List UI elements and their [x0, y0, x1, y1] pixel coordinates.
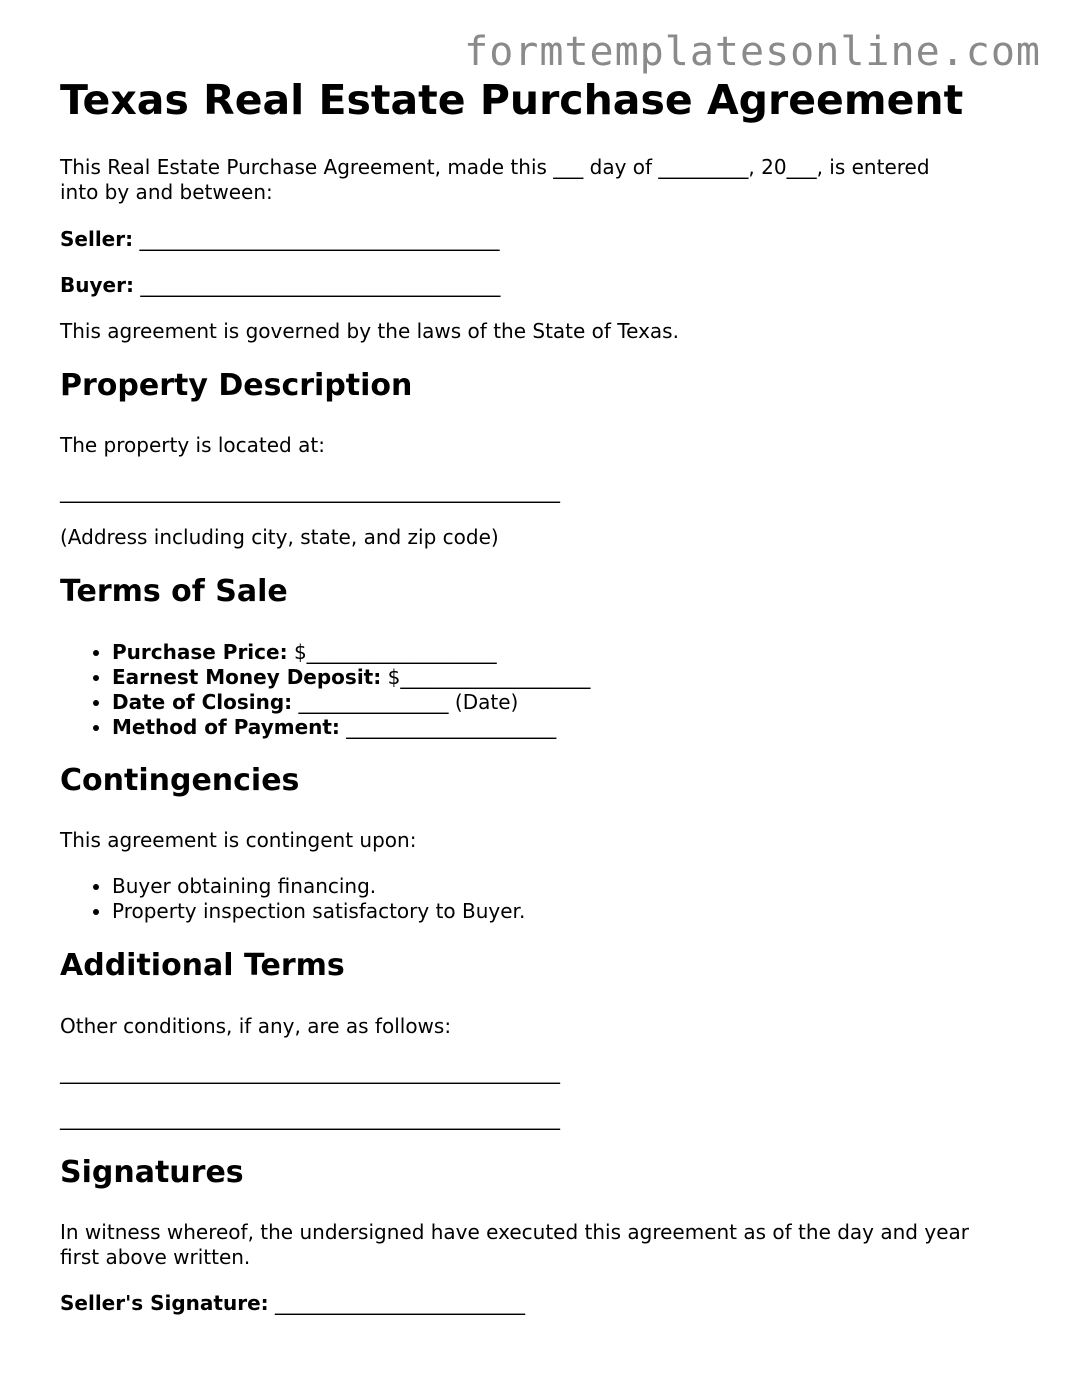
- buyer-label: Buyer:: [60, 273, 134, 297]
- term-closing-date: [112, 690, 590, 715]
- seller-signature-label: Seller's Signature:: [60, 1291, 269, 1315]
- term-purchase-price: [112, 640, 590, 665]
- governing-law-text: This agreement is governed by the laws of the State of Texas.: [60, 319, 679, 343]
- contingencies-heading: Contingencies: [60, 763, 300, 798]
- seller-blank[interactable]: ____________________________________: [139, 227, 500, 251]
- seller-signature-field: [60, 1291, 525, 1316]
- contingencies-intro: This agreement is contingent upon:: [60, 828, 417, 852]
- signatures-line-1: In witness whereof, the undersigned have executed this agreement as of the day and year: [60, 1220, 969, 1244]
- term-label: Method of Payment:: [112, 715, 340, 739]
- signatures-line-2: first above written.: [60, 1245, 251, 1269]
- term-value-blank[interactable]: $___________________: [293, 640, 497, 664]
- buyer-field: [60, 273, 500, 298]
- terms-heading: Terms of Sale: [60, 574, 288, 609]
- term-label: Purchase Price:: [112, 640, 288, 664]
- buyer-blank[interactable]: ____________________________________: [140, 273, 501, 297]
- additional-terms-heading: Additional Terms: [60, 948, 345, 983]
- seller-field: [60, 227, 499, 252]
- intro-paragraph: [60, 155, 930, 205]
- seller-label: Seller:: [60, 227, 134, 251]
- property-located-text: The property is located at:: [60, 433, 325, 457]
- additional-terms-intro: Other conditions, if any, are as follows:: [60, 1014, 452, 1038]
- term-label: Date of Closing:: [112, 690, 293, 714]
- term-earnest-money: [112, 665, 590, 690]
- term-payment-method: [112, 715, 590, 740]
- additional-terms-blank-1[interactable]: __________________________________________________: [60, 1060, 560, 1084]
- term-value-blank[interactable]: _______________ (Date): [298, 690, 519, 714]
- term-label: Earnest Money Deposit:: [112, 665, 382, 689]
- term-value-blank[interactable]: $___________________: [387, 665, 591, 689]
- intro-line-1: This Real Estate Purchase Agreement, made this ___ day of _________, 20___, is entered: [60, 155, 930, 179]
- property-address-note: (Address including city, state, and zip code): [60, 525, 499, 549]
- contingencies-list: [60, 874, 525, 924]
- document-title: Texas Real Estate Purchase Agreement: [60, 76, 964, 124]
- seller-signature-blank[interactable]: _________________________: [275, 1291, 525, 1315]
- signatures-heading: Signatures: [60, 1155, 244, 1190]
- additional-terms-blank-2[interactable]: __________________________________________________: [60, 1106, 560, 1130]
- contingency-item: • Buyer obtaining financing.: [112, 874, 525, 899]
- property-heading: Property Description: [60, 368, 413, 403]
- term-value-blank[interactable]: _____________________: [346, 715, 557, 739]
- intro-line-2: into by and between:: [60, 180, 273, 204]
- terms-list: [60, 640, 590, 740]
- contingency-item: • Property inspection satisfactory to Buyer.: [112, 899, 525, 924]
- signatures-paragraph: [60, 1220, 969, 1270]
- watermark: formtemplatesonline.com: [464, 29, 1041, 75]
- property-address-blank[interactable]: __________________________________________________: [60, 479, 560, 503]
